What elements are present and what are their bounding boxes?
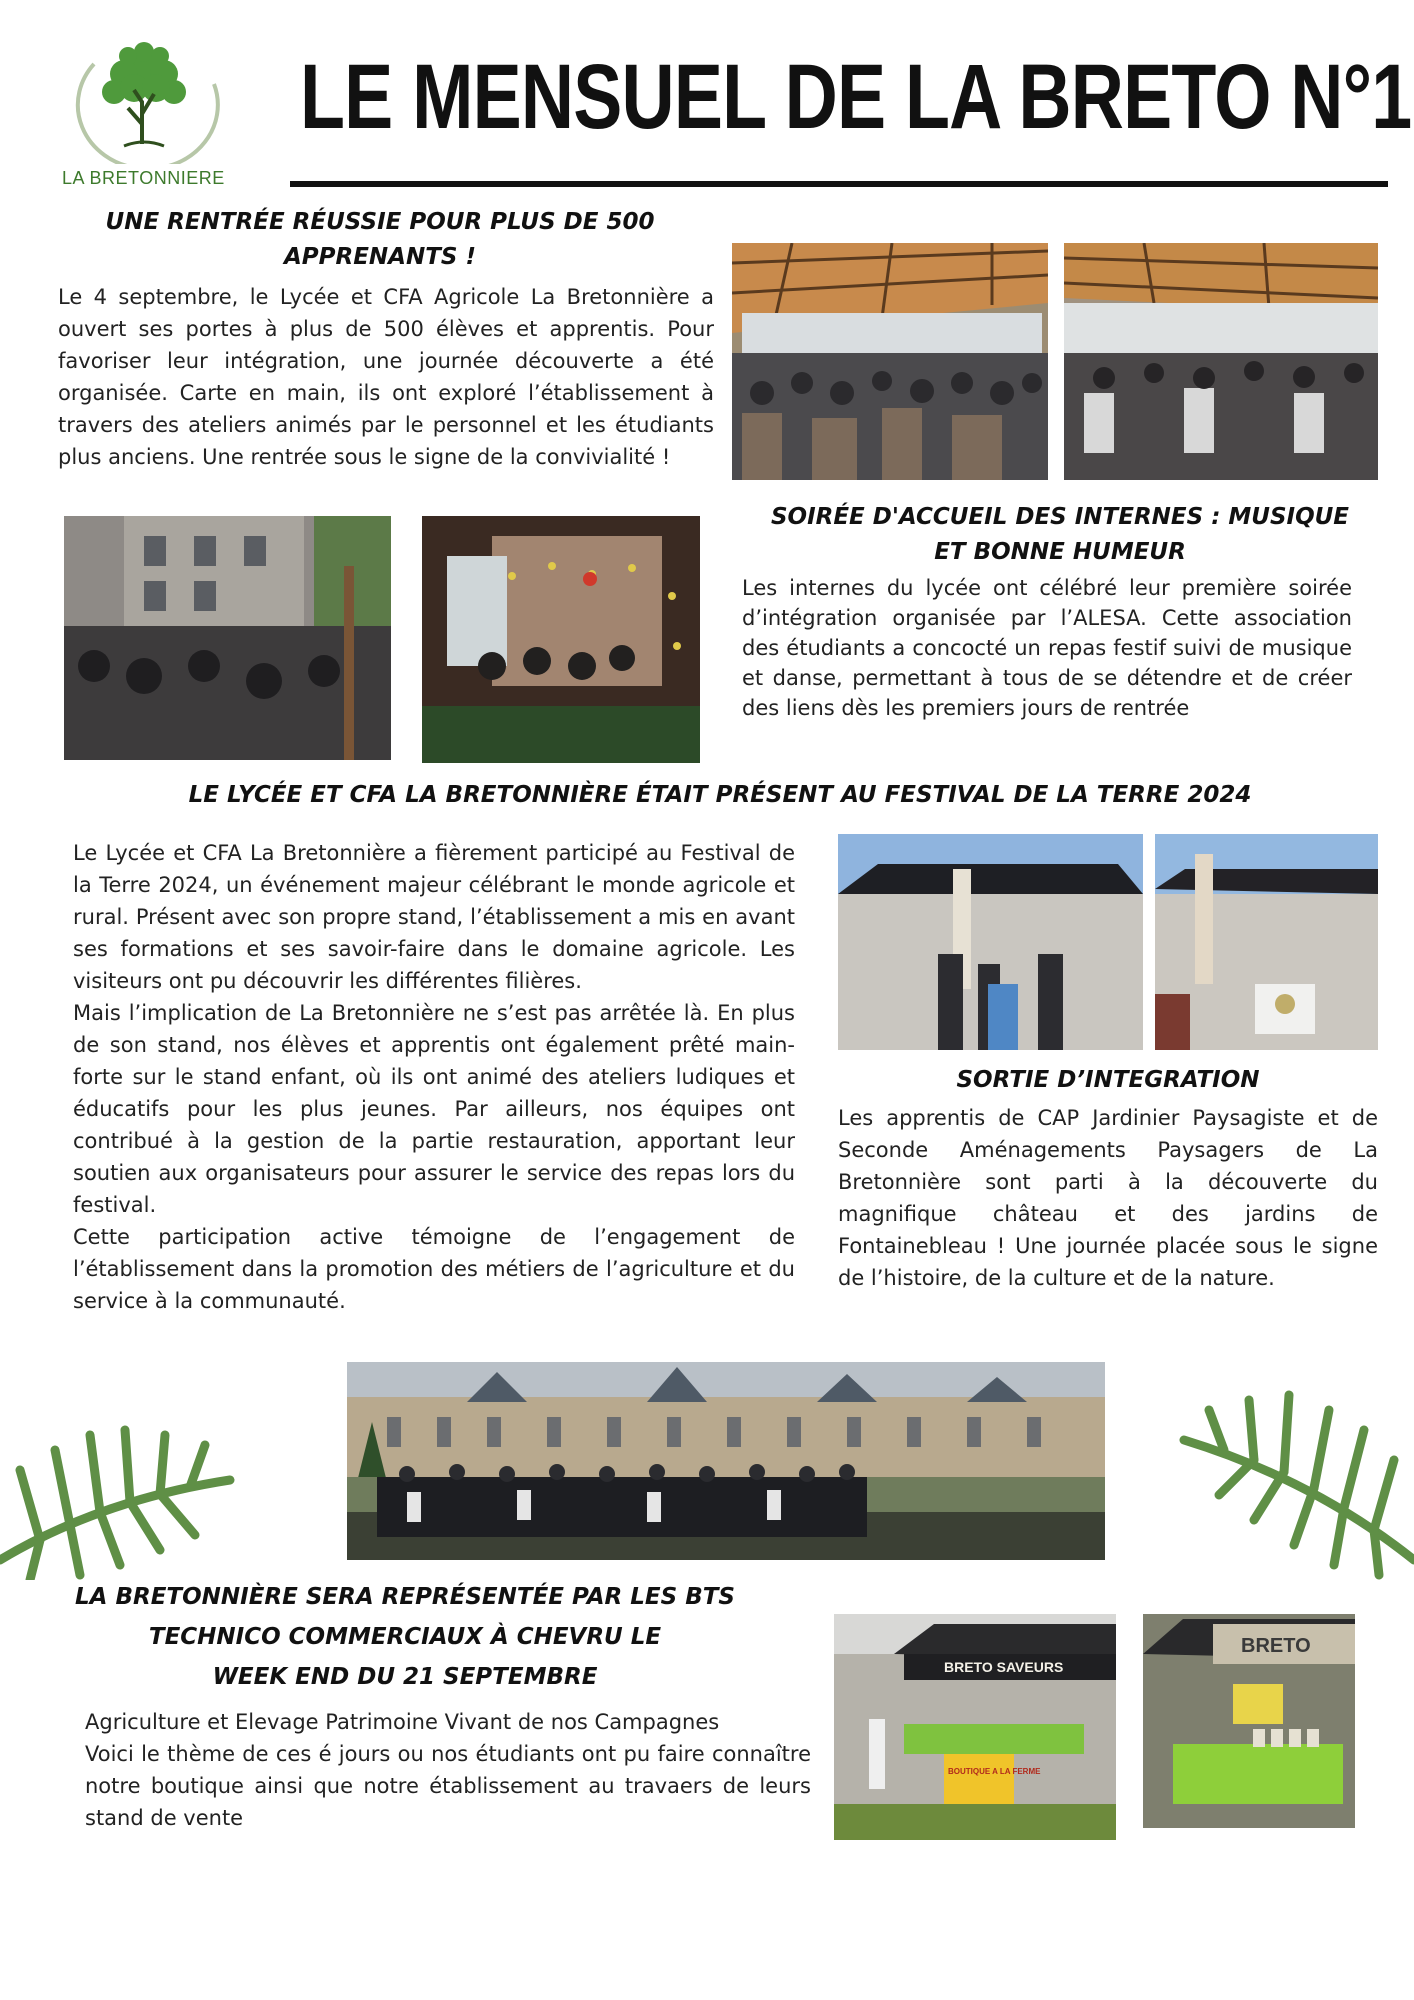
photo-courtyard [64, 516, 391, 760]
photo-gym-2 [1064, 243, 1378, 480]
section3-paragraph: Cette participation active témoigne de l’engagement de l’établissement dans la promotion des métiers de l’agriculture et du service à la communauté. [73, 1225, 795, 1313]
section5-body: Voici le thème de ces é jours ou nos étudiants ont pu faire connaître notre boutique ainsi que notre établissement au travaers de leurs stand de vente [85, 1742, 811, 1830]
photo-stand-1 [834, 1614, 1116, 1840]
section3-paragraph: Mais l’implication de La Bretonnière ne s’est pas arrêtée là. En plus de son stand, nos élèves et apprentis ont également prêté main-forte sur le stand enfant, où ils ont animé des ateliers ludiques et éducatifs pour les plus jeunes. Par ailleurs, nos équipes ont contribué à la gestion de la partie restauration, apportant leur soutien aux organisateurs pour assurer le service des repas lors du festival. [73, 1001, 795, 1217]
section4-body: Les apprentis de CAP Jardinier Paysagiste et de Seconde Aménagements Paysagers de La Bretonnière sont parti à la découverte du magnifique château et des jardins de Fontainebleau ! Une journée placée sous le signe de l’histoire, de la culture et de la nature. [838, 1106, 1378, 1290]
section5-heading [70, 1577, 740, 1697]
palm-leaf-left-icon [0, 1390, 240, 1580]
photo-chateau-group [347, 1362, 1105, 1560]
page-title: LE MENSUEL DE LA BRETO N°1 [300, 46, 1412, 148]
section5-subtitle: Agriculture et Elevage Patrimoine Vivant de nos Campagnes [85, 1710, 720, 1734]
section5-heading-line: TECHNICO COMMERCIAUX À CHEVRU LE [148, 1624, 662, 1650]
section2-body: Les internes du lycée ont célébré leur première soirée d’intégration organisée par l’ALESA. Cette association des étudiants a concocté un repas festif suivi de musique et danse, permettant à tous de se détendre et de créer des liens dès les premiers jours de rentrée [742, 576, 1352, 720]
stand1-banner: BOUTIQUE A LA FERME [948, 1767, 1041, 1776]
section2-heading: SOIRÉE D'ACCUEIL DES INTERNES : MUSIQUE ET BONNE HUMEUR [770, 504, 1350, 565]
section1-heading: UNE RENTRÉE RÉUSSIE POUR PLUS DE 500 APPRENANTS ! [105, 209, 655, 270]
palm-leaf-right-icon [1174, 1360, 1414, 1580]
section5-heading-line: WEEK END DU 21 SEPTEMBRE [212, 1664, 598, 1690]
logo [64, 24, 224, 164]
stand1-sign: BRETO SAVEURS [944, 1659, 1064, 1675]
section3-paragraph: Le Lycée et CFA La Bretonnière a fièrement participé au Festival de la Terre 2024, un événement majeur célébrant le monde agricole et rural. Présent avec son propre stand, l’établissement a mis en avant ses formations et ses savoir-faire dans le domaine agricole. Les visiteurs ont pu découvrir les différentes filières. [73, 841, 795, 993]
section5-heading-line: LA BRETONNIÈRE SERA REPRÉSENTÉE PAR LES BTS [75, 1584, 735, 1610]
section3-body [73, 837, 795, 1317]
title-rule [290, 181, 1388, 187]
photo-party [422, 516, 700, 763]
section1-body: Le 4 septembre, le Lycée et CFA Agricole La Bretonnière a ouvert ses portes à plus de 500 élèves et apprentis. Pour favoriser leur intégration, une journée découverte a été organisée. Carte en main, ils ont exploré l’établissement à travers des ateliers animés par le personnel et les étudiants plus anciens. Une rentrée sous le signe de la convivialité ! [58, 285, 714, 469]
photo-stand-2 [1143, 1614, 1355, 1828]
logo-text: LA BRETONNIERE [62, 168, 225, 188]
photo-festival-1 [838, 834, 1143, 1050]
stand2-sign: BRETO [1241, 1635, 1311, 1657]
section4-heading: SORTIE D’INTEGRATION [956, 1067, 1260, 1093]
section3-heading: LE LYCÉE ET CFA LA BRETONNIÈRE ÉTAIT PRÉSENT AU FESTIVAL DE LA TERRE 2024 [188, 782, 1252, 808]
tree-logo-icon [64, 24, 224, 164]
photo-festival-2 [1155, 834, 1378, 1050]
photo-gym-1 [732, 243, 1048, 480]
